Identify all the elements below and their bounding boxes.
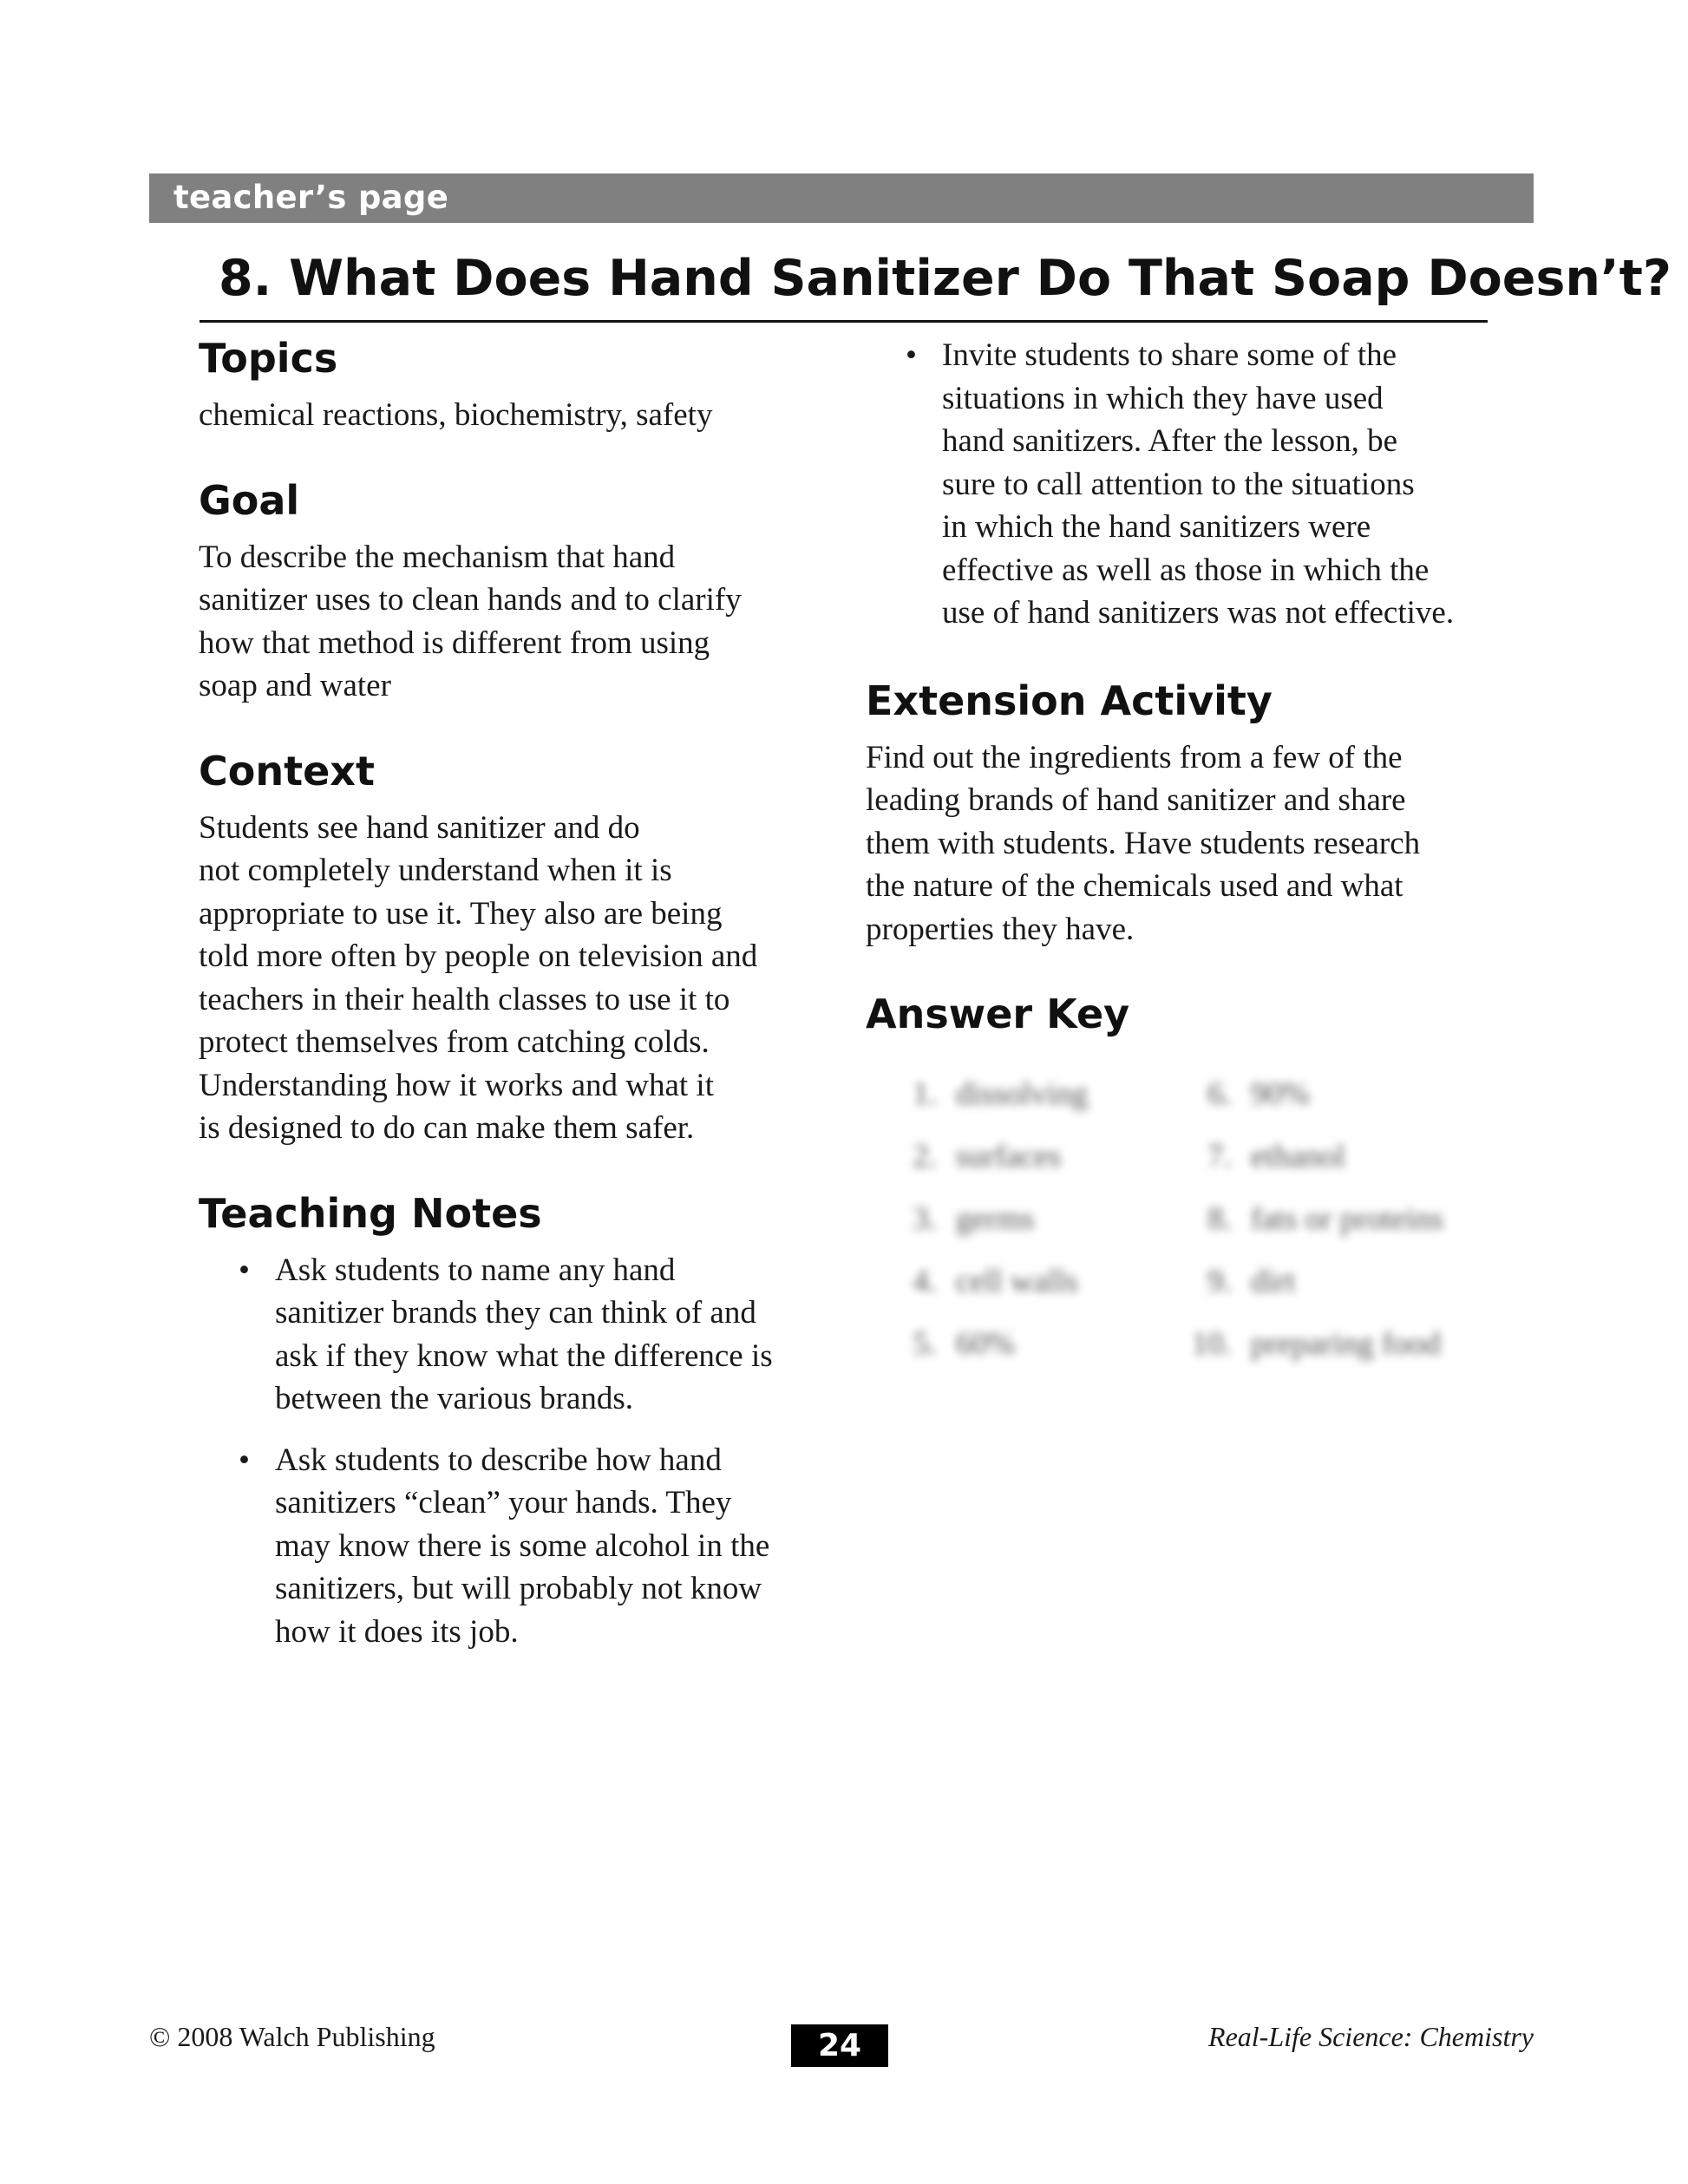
extension-line: the nature of the chemicals used and what <box>866 868 1403 904</box>
list-item <box>885 1200 1034 1238</box>
teaching-notes-list-continued <box>866 334 1508 635</box>
answer-number: 2. <box>913 1139 937 1174</box>
context-line: is designed to do can make them safer. <box>199 1110 695 1146</box>
bullet-icon: • <box>906 337 917 373</box>
bullet-line: use of hand sanitizers was not effective. <box>942 595 1455 631</box>
answer-text: ethanol <box>1251 1139 1345 1174</box>
list-item <box>1180 1138 1345 1175</box>
list-item <box>239 1439 832 1654</box>
bullet-line: in which the hand sanitizers were <box>942 509 1371 545</box>
bullet-line: hand sanitizers. After the lesson, be <box>942 423 1398 459</box>
context-line: teachers in their health classes to use it to <box>199 981 730 1017</box>
bullet-line: how it does its job. <box>275 1613 519 1650</box>
extension-line: properties they have. <box>866 911 1135 947</box>
answer-number: 4. <box>913 1264 937 1299</box>
bullet-line: situations in which they have used <box>942 380 1384 416</box>
bullet-icon: • <box>239 1252 250 1288</box>
list-item <box>885 1138 1061 1175</box>
bullet-line: Ask students to describe how hand <box>275 1442 722 1478</box>
goal-line: how that method is different from using <box>199 624 710 661</box>
answer-number: 3. <box>913 1201 937 1237</box>
answer-number: 7. <box>1207 1139 1232 1174</box>
extension-line: Find out the ingredients from a few of the <box>866 739 1403 775</box>
answer-number: 1. <box>913 1076 937 1112</box>
copyright-notice: © 2008 Walch Publishing <box>149 2021 435 2052</box>
extension-activity-body <box>866 736 1508 951</box>
teaching-notes-heading: Teaching Notes <box>199 1189 542 1237</box>
list-item <box>885 1263 1078 1300</box>
bullet-line: sanitizer brands they can think of and <box>275 1295 756 1331</box>
answer-number: 5. <box>913 1326 937 1362</box>
context-line: protect themselves from catching colds. <box>199 1024 710 1060</box>
right-column <box>866 334 1508 1038</box>
bullet-line: sanitizers “clean” your hands. They <box>275 1485 732 1520</box>
list-item <box>885 1325 1015 1363</box>
answer-number: 8. <box>1207 1201 1232 1237</box>
bullet-line: between the various brands. <box>275 1381 634 1416</box>
bullet-line: Invite students to share some of the <box>942 337 1397 373</box>
topics-heading: Topics <box>199 335 338 382</box>
banner-label: teacher’s page <box>173 179 449 216</box>
answer-text: 90% <box>1251 1076 1310 1112</box>
page-number: 24 <box>791 2024 888 2067</box>
answer-key-heading: Answer Key <box>866 991 1130 1037</box>
bullet-line: sanitizers, but will probably not know <box>275 1571 762 1606</box>
answer-number: 9. <box>1207 1264 1232 1299</box>
list-item <box>885 1076 1088 1113</box>
answer-number: 10. <box>1191 1326 1232 1362</box>
page-title: 8. What Does Hand Sanitizer Do That Soap Doesn’t? <box>219 250 1672 307</box>
answer-text: dissolving <box>956 1076 1089 1112</box>
topics-body: chemical reactions, biochemistry, safety <box>199 397 713 433</box>
list-item <box>906 334 1508 635</box>
list-item <box>1180 1263 1295 1300</box>
context-line: not completely understand when it is <box>199 853 672 888</box>
goal-line: sanitizer uses to clean hands and to clarify <box>199 582 742 618</box>
list-item <box>1180 1325 1441 1363</box>
answer-number: 6. <box>1207 1076 1232 1112</box>
context-line: appropriate to use it. They also are being <box>199 895 723 932</box>
context-body <box>199 807 832 1150</box>
context-line: told more often by people on television and <box>199 938 758 974</box>
goal-line: To describe the mechanism that hand <box>199 539 676 575</box>
bullet-line: sure to call attention to the situations <box>942 466 1415 502</box>
book-title: Real-Life Science: Chemistry <box>1208 2021 1534 2052</box>
extension-activity-heading: Extension Activity <box>866 677 1273 724</box>
answer-text: 60% <box>956 1326 1015 1362</box>
title-rule <box>200 320 1488 323</box>
answer-text: surfaces <box>956 1139 1062 1174</box>
context-line: Students see hand sanitizer and do <box>199 809 640 846</box>
extension-line: leading brands of hand sanitizer and share <box>866 782 1406 818</box>
goal-line: soap and water <box>199 668 391 703</box>
context-line: Understanding how it works and what it <box>199 1067 714 1103</box>
goal-heading: Goal <box>199 476 300 524</box>
bullet-icon: • <box>239 1442 250 1478</box>
bullet-line: effective as well as those in which the <box>942 552 1430 588</box>
extension-line: them with students. Have students research <box>866 825 1421 861</box>
left-column <box>199 334 832 1653</box>
answer-text: fats or proteins <box>1251 1201 1443 1237</box>
context-heading: Context <box>199 747 375 794</box>
list-item <box>239 1249 832 1421</box>
bullet-line: Ask students to name any hand <box>275 1252 676 1288</box>
list-item <box>1180 1200 1443 1238</box>
teaching-notes-list <box>199 1249 832 1654</box>
answer-text: germs <box>956 1201 1035 1237</box>
answer-text: cell walls <box>956 1264 1078 1299</box>
bullet-line: may know there is some alcohol in the <box>275 1527 770 1564</box>
teachers-page-banner <box>149 173 1534 223</box>
answer-text: dirt <box>1251 1264 1296 1299</box>
goal-body <box>199 536 832 708</box>
bullet-line: ask if they know what the difference is <box>275 1337 773 1374</box>
answer-text: preparing food <box>1251 1326 1441 1362</box>
list-item <box>1180 1076 1310 1113</box>
